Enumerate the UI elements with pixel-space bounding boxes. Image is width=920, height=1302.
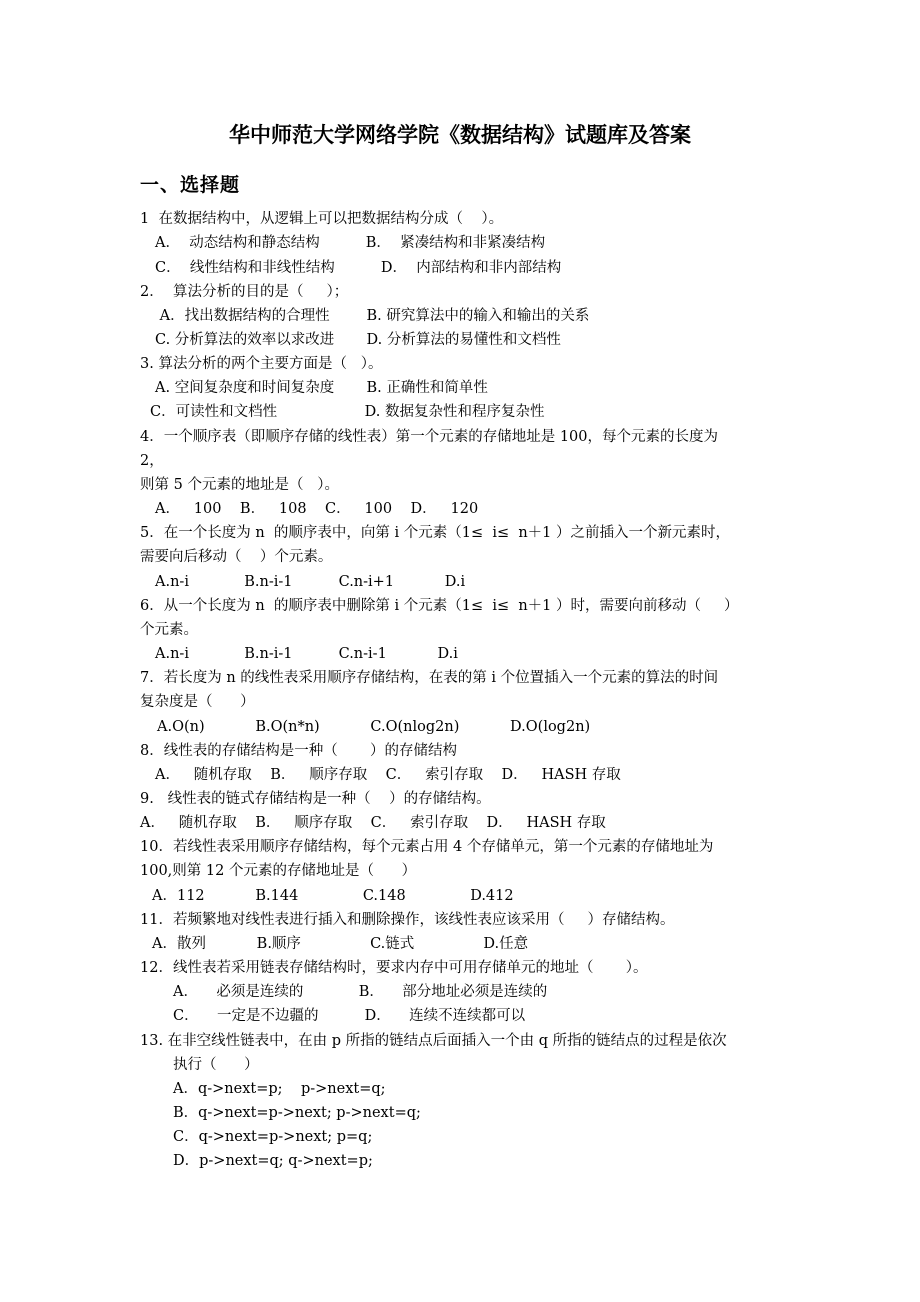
text-line: A．找出数据结构的合理性 B. 研究算法中的输入和输出的关系	[155, 308, 590, 324]
text-line: 则第 5 个元素的地址是（ ）。	[140, 477, 340, 493]
text-line: A. 空间复杂度和时间复杂度 B. 正确性和简单性	[155, 380, 488, 396]
text-line: A.n-i B.n-i-1 C.n-i-1 D.i	[155, 646, 458, 662]
text-line: 5．在一个长度为 n 的顺序表中，向第 i 个元素（1≤ i≤ n＋1 ）之前插入一个新元素时，	[140, 525, 731, 541]
text-line: A． 动态结构和静态结构 B． 紧凑结构和非紧凑结构	[155, 235, 546, 251]
text-line: 6．从一个长度为 n 的顺序表中删除第 i 个元素（1≤ i≤ n＋1 ）时，需要向前移动（ ）	[140, 598, 739, 614]
text-line: A.O(n) B.O(n*n) C.O(nlog2n) D.O(log2n)	[157, 719, 591, 735]
text-line: 13. 在非空线性链表中，在由 p 所指的链结点后面插入一个由 q 所指的链结点的过程是依次	[140, 1033, 727, 1049]
text-line: C．可读性和文档性 D. 数据复杂性和程序复杂性	[150, 404, 545, 420]
text-line: 4．一个顺序表（即顺序存储的线性表）第一个元素的存储地址是 100，每个元素的长度为	[140, 429, 719, 445]
text-line: 8．线性表的存储结构是一种（ ）的存储结构	[140, 743, 457, 759]
text-line: C． 一定是不边疆的 D． 连续不连续都可以	[173, 1008, 526, 1024]
text-line: A．q->next=p; p->next=q;	[173, 1081, 386, 1097]
text-line: 7．若长度为 n 的线性表采用顺序存储结构，在表的第 i 个位置插入一个元素的算法的时间	[140, 670, 719, 686]
text-line: 1 在数据结构中，从逻辑上可以把数据结构分成（ ）。	[140, 211, 504, 227]
text-line: 12．线性表若采用链表存储结构时，要求内存中可用存储单元的地址（ ）。	[140, 960, 648, 976]
text-line: 复杂度是（ ）	[140, 694, 255, 710]
text-line: A． 必须是连续的 B． 部分地址必须是连续的	[173, 984, 548, 1000]
section-heading: 一、选择题	[140, 174, 241, 196]
text-line: 3. 算法分析的两个主要方面是（ ）。	[140, 356, 383, 372]
text-line: 10．若线性表采用顺序存储结构，每个元素占用 4 个存储单元，第一个元素的存储地址为	[140, 839, 714, 855]
text-line: A．112 B.144 C.148 D.412	[152, 888, 514, 904]
text-line: C． 线性结构和非线性结构 D． 内部结构和非内部结构	[155, 260, 562, 276]
text-line: C. 分析算法的效率以求改进 D. 分析算法的易懂性和文档性	[155, 332, 561, 348]
text-line: A．散列 B.顺序 C.链式 D.任意	[152, 936, 529, 952]
text-line: 2． 算法分析的目的是（ ）；	[140, 284, 349, 300]
text-line: 11．若频繁地对线性表进行插入和删除操作，该线性表应该采用（ ）存储结构。	[140, 912, 675, 928]
text-line: B．q->next=p->next; p->next=q;	[173, 1105, 421, 1121]
text-line: A． 随机存取 B． 顺序存取 C． 索引存取 D． HASH 存取	[155, 767, 621, 783]
text-line: 9. 线性表的链式存储结构是一种（ ）的存储结构。	[140, 791, 491, 807]
text-line: A． 100 B． 108 C． 100 D． 120	[155, 501, 479, 517]
text-line: 需要向后移动（ ）个元素。	[140, 549, 333, 565]
text-line: 个元素。	[140, 622, 198, 638]
text-line: 执行（ ）	[173, 1057, 259, 1073]
text-line: 100,则第 12 个元素的存储地址是（ ）	[140, 863, 417, 879]
text-line: 2，	[140, 453, 164, 469]
document-title: 华中师范大学网络学院《数据结构》试题库及答案	[229, 122, 691, 147]
text-line: C．q->next=p->next; p=q;	[173, 1129, 373, 1145]
text-line: D．p->next=q; q->next=p;	[173, 1153, 373, 1169]
text-line: A． 随机存取 B． 顺序存取 C． 索引存取 D． HASH 存取	[140, 815, 606, 831]
text-line: A.n-i B.n-i-1 C.n-i+1 D.i	[155, 574, 466, 590]
